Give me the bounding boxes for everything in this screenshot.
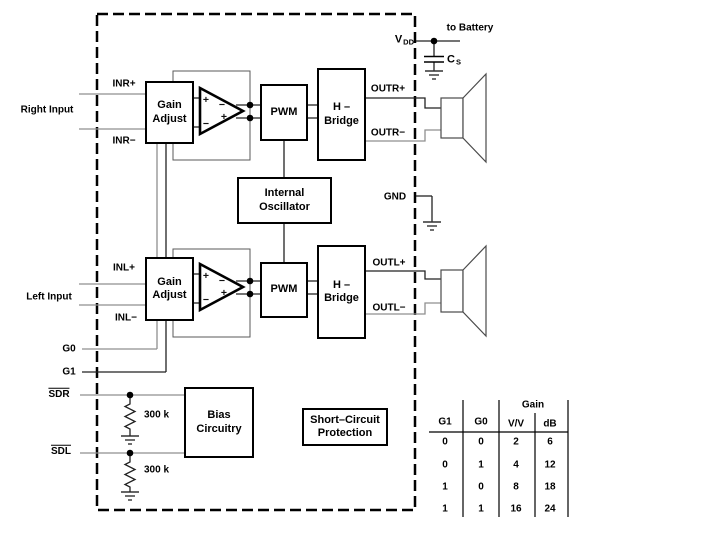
resistor-icon-sdl: [125, 453, 135, 492]
speaker-icon-right: [441, 74, 486, 162]
gain-table-cell: 12: [544, 459, 556, 471]
oscillator-label-line1: Internal: [264, 187, 305, 200]
pin-outl-minus: OUTL−: [372, 302, 406, 314]
pin-outr-plus: OUTR+: [370, 83, 406, 95]
pwm-block-right: [260, 84, 308, 141]
gain-adjust-block-right: [145, 81, 194, 144]
to-battery-label: to Battery: [446, 22, 494, 34]
gain-adjust-label-line1: Gain: [157, 275, 182, 288]
pwm-block-left: [260, 262, 308, 318]
h-bridge-label-line2: Bridge: [324, 114, 359, 127]
pin-outl-plus: OUTL+: [372, 257, 406, 269]
h-bridge-block-right: [317, 68, 366, 161]
right-input-label: Right Input: [20, 104, 74, 116]
ground-icon-cap: [425, 71, 443, 79]
gain-table-cell: 1: [442, 503, 448, 515]
gain-table-cell: 4: [513, 459, 519, 471]
gain-table-cell: 1: [478, 503, 484, 515]
h-bridge-label-line2: Bridge: [324, 292, 359, 304]
pin-inr-minus: INR−: [112, 135, 136, 147]
gain-table-cell: 0: [478, 436, 484, 448]
short-circuit-protection-block: [302, 408, 388, 446]
gain-table-cell: 18: [544, 481, 556, 493]
vdd-subscript: DD: [403, 37, 414, 47]
bias-circuitry-block: [184, 387, 254, 458]
gain-adjust-label-line2: Adjust: [152, 289, 187, 301]
gain-table-header-vv: V/V: [507, 418, 525, 430]
speaker-icon-left: [441, 246, 486, 336]
svg-text:+: +: [220, 111, 228, 123]
sdl-overbar-text: SDL: [51, 445, 71, 457]
gain-table-cell: 0: [442, 459, 448, 471]
svg-text:−: −: [218, 275, 226, 287]
oscillator-label-line2: Oscillator: [259, 200, 310, 213]
gain-table-cell: 1: [478, 459, 484, 471]
gain-table-cell: 1: [442, 481, 448, 493]
cap-subscript: S: [455, 57, 461, 67]
short-circuit-label-line2: Protection: [317, 427, 373, 439]
pin-gnd: GND: [383, 191, 407, 203]
ground-icon-gnd: [423, 222, 441, 230]
vdd-base: V: [394, 33, 403, 46]
pin-sdl: [51, 445, 71, 458]
svg-text:−: −: [202, 294, 210, 306]
gain-table-header-g0: G0: [474, 416, 488, 428]
gain-table-cell: 0: [442, 436, 448, 448]
svg-text:−: −: [218, 99, 226, 111]
h-bridge-block-left: [317, 245, 366, 339]
gain-table-header-gain: Gain: [521, 399, 545, 411]
svg-text:−: −: [202, 118, 210, 130]
pwm-label: PWM: [270, 105, 298, 118]
gain-table-cell: 2: [513, 436, 519, 448]
gain-table-header-db: dB: [543, 418, 557, 430]
sdr-overbar-text: SDR: [48, 388, 70, 400]
gain-adjust-label-line1: Gain: [157, 99, 182, 112]
svg-text:+: +: [202, 94, 210, 106]
pin-inr-plus: INR+: [112, 78, 136, 90]
gain-adjust-label-line2: Adjust: [152, 112, 187, 125]
capacitor-icon: [424, 57, 444, 63]
ground-icon-sdl: [121, 492, 139, 500]
pin-vdd: [395, 34, 414, 47]
svg-text:+: +: [220, 287, 228, 299]
h-bridge-label-line1: H –: [332, 278, 351, 291]
bypass-cap-label: [447, 54, 461, 67]
gain-table-cell: 24: [544, 503, 556, 515]
cap-base: C: [447, 53, 455, 66]
ground-icon-sdr: [121, 436, 139, 444]
short-circuit-label-line1: Short–Circuit: [310, 413, 380, 426]
pin-inl-minus: INL−: [115, 312, 137, 324]
gain-table-cell: 16: [510, 503, 522, 515]
pin-g0: G0: [62, 343, 76, 355]
pin-sdr: [48, 388, 69, 401]
resistor-value-sdr: 300 k: [144, 409, 170, 421]
resistor-icon-sdr: [125, 395, 135, 436]
pin-outr-minus: OUTR−: [370, 127, 406, 139]
gain-table-cell: 6: [547, 436, 553, 448]
gain-table-header-g1: G1: [438, 416, 452, 428]
pwm-label: PWM: [270, 283, 298, 296]
gain-table-cell: 8: [513, 481, 519, 493]
pin-g1: G1: [62, 366, 76, 378]
gain-adjust-block-left: [145, 257, 194, 321]
internal-oscillator-block: [237, 177, 332, 224]
gain-table-cell: 0: [478, 481, 484, 493]
bias-label-line1: Bias: [207, 409, 231, 422]
bias-label-line2: Circuitry: [196, 422, 242, 435]
resistor-value-sdl: 300 k: [144, 464, 170, 476]
left-input-label: Left Input: [26, 291, 72, 303]
pin-inl-plus: INL+: [113, 262, 135, 274]
svg-text:+: +: [202, 270, 210, 282]
h-bridge-label-line1: H –: [332, 101, 351, 114]
